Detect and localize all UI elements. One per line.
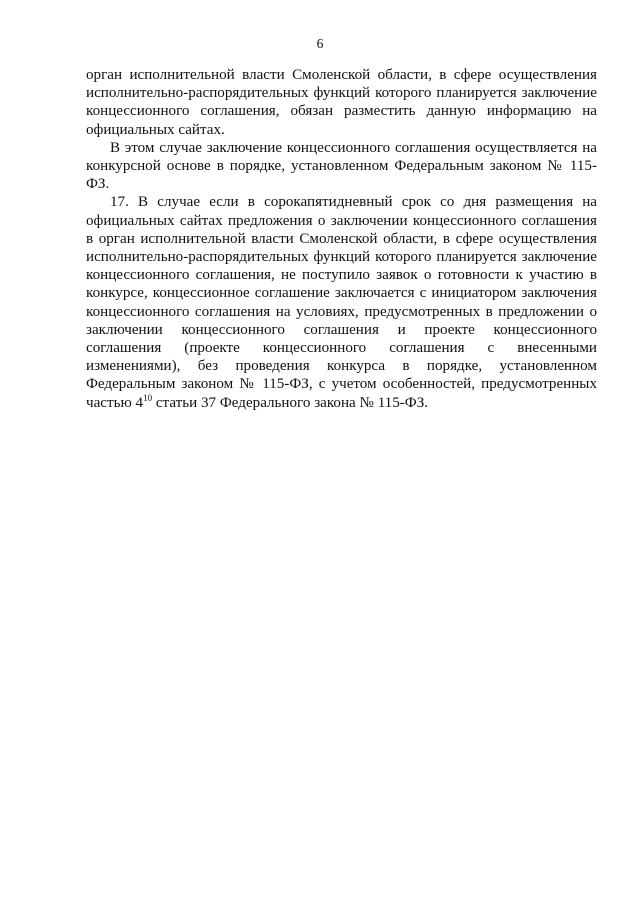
item-17-tail: статьи 37 Федерального закона № 115-ФЗ. [152, 394, 429, 411]
paragraph-item-17 [86, 193, 597, 411]
item-17-superscript: 10 [143, 392, 153, 403]
paragraph-competitive-basis: В этом случае заключение концессионного соглашения осуществляется на конкурсной основе в порядке, установленном Федеральным законом № 115-ФЗ. [86, 139, 597, 193]
page-number: 6 [316, 36, 324, 51]
paragraph-continuation: орган исполнительной власти Смоленской области, в сфере осуществления исполнительно-распорядительных функций которого планируется заключение концессионного соглашения, обязан разместить данную информацию на официальных сайтах. [86, 67, 597, 138]
document-body [86, 66, 597, 412]
item-17-text: 17. В случае если в сорокапятидневный срок со дня размещения на официальных сайтах предложения о заключении концессионного соглашения в орган исполнительной власти Смоленской области, в сфере осуществления исполнительно-распорядительных функций которого планируется заключение концессионного соглашения, не поступило заявок о готовности к участию в конкурсе, концессионное соглашение заключается с инициатором заключения концессионного соглашения на условиях, предусмотренных в предложении о заключении концессионного соглашения и проекте концессионного соглашения (проекте концессионного соглашения с внесенными изменениями), без проведения конкурса в порядке, установленном Федеральным законом № 115-ФЗ, с учетом особенностей, предусмотренных частью 4 [86, 194, 597, 411]
